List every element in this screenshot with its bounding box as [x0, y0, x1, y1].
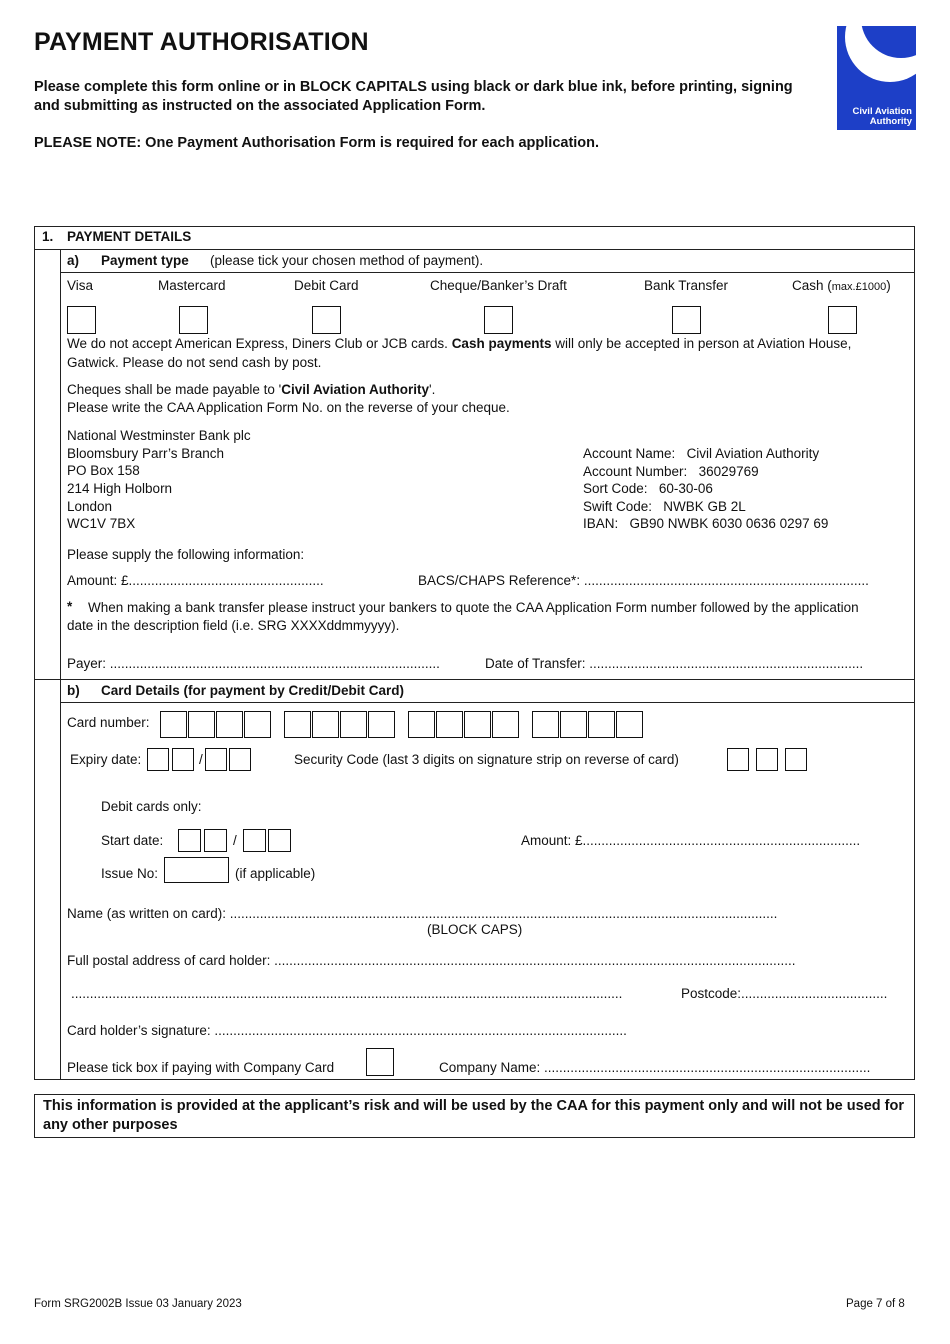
- card-digit-box[interactable]: [244, 711, 271, 738]
- company-card-checkbox[interactable]: [366, 1048, 394, 1076]
- logo-line-1: Civil Aviation: [852, 106, 912, 117]
- sort-code: [583, 481, 713, 496]
- start-date-label: Start date:: [101, 833, 164, 848]
- security-code-box[interactable]: [727, 748, 749, 771]
- cardholder-name-field[interactable]: Name (as written on card): ..................................................................................................................................................: [67, 906, 778, 921]
- account-name-value: Civil Aviation Authority: [686, 446, 820, 461]
- divider: [60, 249, 61, 679]
- card-digit-box[interactable]: [368, 711, 395, 738]
- start-month-box[interactable]: [178, 829, 201, 852]
- postal-address-field[interactable]: Full postal address of card holder: ...........................................................................................................................................: [67, 953, 796, 968]
- expiry-date-label: Expiry date:: [70, 752, 142, 767]
- no-accept-part1: We do not accept American Express, Diners Club or JCB cards.: [67, 336, 448, 351]
- mastercard-checkbox[interactable]: [179, 306, 208, 334]
- start-month-box[interactable]: [204, 829, 227, 852]
- divider: [34, 249, 915, 250]
- card-details-title: Card Details (for payment by Credit/Debit Card): [101, 683, 405, 698]
- visa-checkbox[interactable]: [67, 306, 96, 334]
- account-name: [583, 446, 819, 461]
- method-cash-label: Cash (: [792, 278, 832, 293]
- card-digit-box[interactable]: [312, 711, 339, 738]
- method-visa: Visa: [67, 278, 94, 293]
- caa-logo: [837, 26, 916, 130]
- sort-code-value: 60-30-06: [658, 481, 713, 496]
- card-digit-box[interactable]: [464, 711, 491, 738]
- if-applicable-text: (if applicable): [235, 866, 316, 881]
- divider: [60, 702, 915, 703]
- bank-address-line: 214 High Holborn: [67, 481, 173, 496]
- bacs-reference-field[interactable]: BACS/CHAPS Reference*: ............................................................................: [418, 573, 869, 588]
- divider: [34, 679, 915, 680]
- iban-value: GB90 NWBK 6030 0636 0297 69: [629, 516, 829, 531]
- cheque-text-start: Cheques shall be made payable to ': [67, 382, 282, 397]
- card-number-label: Card number:: [67, 715, 150, 730]
- iban-label: IBAN:: [583, 516, 619, 531]
- cash-payments-bold: Cash payments: [451, 336, 552, 351]
- bank-transfer-checkbox[interactable]: [672, 306, 701, 334]
- supply-info-text: Please supply the following information:: [67, 547, 305, 562]
- card-digit-box[interactable]: [532, 711, 559, 738]
- payment-type-title: Payment type: [101, 253, 189, 268]
- intro-text: Please complete this form online or in BLOCK CAPITALS using black or dark blue ink, before printing, signing and submitting as instructed on the associated Application Form.: [34, 79, 793, 114]
- iban: [583, 516, 828, 531]
- postal-address-field-2[interactable]: ...................................................................................................................................................: [71, 986, 623, 1001]
- method-debit-card: Debit Card: [294, 278, 359, 293]
- expiry-year-box[interactable]: [205, 748, 227, 771]
- disclaimer-box: This information is provided at the applicant’s risk and will be used by the CAA for this payment only and will not be used for any other purposes: [34, 1094, 915, 1138]
- debit-cards-only-label: Debit cards only:: [101, 799, 202, 814]
- card-digit-box[interactable]: [616, 711, 643, 738]
- bank-note-2: date in the description field (i.e. SRG XXXXddmmyyyy).: [67, 618, 400, 633]
- sort-code-label: Sort Code:: [583, 481, 648, 496]
- signature-field[interactable]: Card holder’s signature: ..............................................................................................................: [67, 1023, 627, 1038]
- card-digit-box[interactable]: [560, 711, 587, 738]
- expiry-slash: /: [199, 752, 203, 767]
- expiry-year-box[interactable]: [229, 748, 251, 771]
- expiry-month-box[interactable]: [172, 748, 194, 771]
- method-cheque: Cheque/Banker’s Draft: [430, 278, 567, 293]
- page-title: PAYMENT AUTHORISATION: [34, 28, 369, 56]
- company-card-label: Please tick box if paying with Company Card: [67, 1060, 335, 1075]
- account-name-label: Account Name:: [583, 446, 676, 461]
- cheque-checkbox[interactable]: [484, 306, 513, 334]
- payer-field[interactable]: Payer: ........................................................................................: [67, 656, 440, 671]
- security-code-label: Security Code (last 3 digits on signature strip on reverse of card): [294, 752, 679, 767]
- bank-address-line: PO Box 158: [67, 463, 140, 478]
- card-digit-box[interactable]: [340, 711, 367, 738]
- card-digit-box[interactable]: [436, 711, 463, 738]
- issue-no-box[interactable]: [164, 857, 229, 883]
- debit-card-checkbox[interactable]: [312, 306, 341, 334]
- swift-code-value: NWBK GB 2L: [663, 499, 746, 514]
- no-accept-part2: will only be accepted in person at Aviation House,: [555, 336, 852, 351]
- no-accept-text-2: Gatwick. Please do not send cash by post.: [67, 355, 322, 370]
- amount-field[interactable]: Amount: £....................................................: [67, 573, 324, 588]
- subsection-b-label: b): [67, 683, 80, 698]
- card-digit-box[interactable]: [284, 711, 311, 738]
- section-number: 1.: [42, 229, 54, 244]
- bank-address-line: London: [67, 499, 113, 514]
- card-digit-box[interactable]: [492, 711, 519, 738]
- bank-address-line: National Westminster Bank plc: [67, 428, 251, 443]
- method-cash: [792, 278, 891, 293]
- card-digit-box[interactable]: [216, 711, 243, 738]
- account-number-value: 36029769: [698, 464, 759, 479]
- section-title: PAYMENT DETAILS: [67, 229, 192, 244]
- debit-amount-field[interactable]: Amount: £..........................................................................: [521, 833, 861, 848]
- cheque-text-end: '.: [429, 382, 436, 397]
- method-bank-transfer: Bank Transfer: [644, 278, 729, 293]
- security-code-box[interactable]: [785, 748, 807, 771]
- issue-no-label: Issue No:: [101, 866, 159, 881]
- cash-checkbox[interactable]: [828, 306, 857, 334]
- logo-text: [853, 107, 912, 127]
- divider: [60, 272, 915, 273]
- block-caps-hint: (BLOCK CAPS): [427, 922, 523, 937]
- page-number: Page 7 of 8: [846, 1298, 905, 1310]
- start-slash: /: [233, 833, 237, 848]
- card-digit-box[interactable]: [188, 711, 215, 738]
- date-of-transfer-field[interactable]: Date of Transfer: .........................................................................: [485, 656, 864, 671]
- cheque-payee-text: [67, 382, 435, 397]
- account-number-label: Account Number:: [583, 464, 688, 479]
- cash-max: max.£1000: [831, 281, 887, 293]
- postcode-field[interactable]: Postcode:.......................................: [681, 986, 888, 1001]
- bank-address-line: WC1V 7BX: [67, 516, 136, 531]
- cash-close: ): [886, 278, 891, 293]
- payment-type-hint: (please tick your chosen method of payment).: [210, 253, 484, 268]
- bank-note-1: When making a bank transfer please instruct your bankers to quote the CAA Application Form number followed by the application: [88, 600, 859, 615]
- start-year-box[interactable]: [268, 829, 291, 852]
- start-year-box[interactable]: [243, 829, 266, 852]
- note-text: PLEASE NOTE: One Payment Authorisation Form is required for each application.: [34, 135, 600, 151]
- swift-code-label: Swift Code:: [583, 499, 653, 514]
- cheque-payee: Civil Aviation Authority: [281, 382, 429, 397]
- bank-address-line: Bloomsbury Parr’s Branch: [67, 446, 225, 461]
- divider: [60, 679, 61, 1080]
- subsection-a-label: a): [67, 253, 80, 268]
- account-number: [583, 464, 759, 479]
- card-digit-box[interactable]: [160, 711, 187, 738]
- swift-code: [583, 499, 746, 514]
- asterisk: *: [67, 599, 73, 614]
- no-accept-text: [67, 336, 851, 351]
- method-mastercard: Mastercard: [158, 278, 226, 293]
- security-code-box[interactable]: [756, 748, 778, 771]
- form-reference: Form SRG2002B Issue 03 January 2023: [34, 1298, 242, 1310]
- cheque-reverse-text: Please write the CAA Application Form No. on the reverse of your cheque.: [67, 400, 510, 415]
- card-digit-box[interactable]: [408, 711, 435, 738]
- company-name-field[interactable]: Company Name: .......................................................................................: [439, 1060, 871, 1075]
- expiry-month-box[interactable]: [147, 748, 169, 771]
- card-digit-box[interactable]: [588, 711, 615, 738]
- logo-line-2: Authority: [869, 116, 912, 127]
